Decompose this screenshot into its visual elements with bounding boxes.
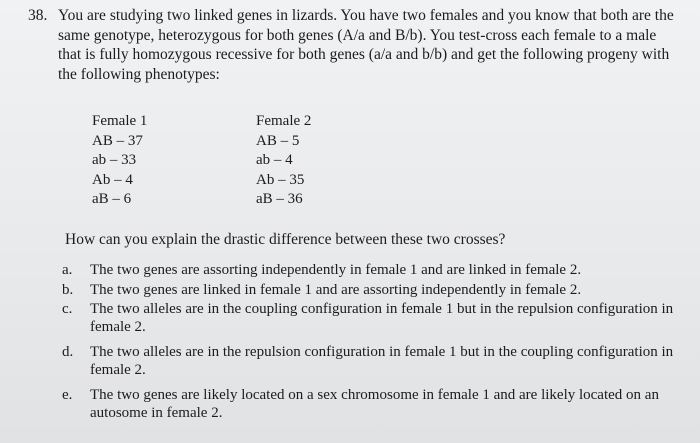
option-e-text: The two genes are likely located on a sex chromosome in female 1 and are likely located on an autosome in female 2. <box>90 387 659 421</box>
female-2-row-ab-mixed: Ab – 35 <box>256 171 305 188</box>
female-1-header: Female 1 <box>92 113 148 129</box>
option-e-letter: e. <box>62 387 73 403</box>
option-d-text: The two alleles are in the repulsion configuration in female 1 but in the coupling configuration in female 2. <box>90 344 674 378</box>
question-number: 38. <box>28 7 48 24</box>
option-c-letter: c. <box>62 301 73 317</box>
option-c-text: The two alleles are in the coupling configuration in female 1 but in the repulsion configuration in female 2. <box>90 301 674 335</box>
female-2-row-ab-upper: AB – 5 <box>256 132 300 149</box>
female-2-table <box>256 112 311 210</box>
option-a-letter: a. <box>62 262 73 278</box>
female-1-row-ab-lower: ab – 33 <box>92 152 137 168</box>
option-b-text: The two genes are linked in female 1 and are assorting independently in female 2. <box>90 282 582 298</box>
question-stem: You are studying two linked genes in lizards. You have two females and you know that both are the same genotype, heterozygous for both genes (A/a and B/b). You test-cross each female to a male that is fully homozygous recessive for both genes (a/a and b/b) and get the following progeny with the following phenotypes: <box>58 7 674 83</box>
female-2-header: Female 2 <box>256 113 312 129</box>
question-prompt: How can you explain the drastic difference between these two crosses? <box>65 231 506 248</box>
female-2-row-ab-mixed-2: aB – 36 <box>256 191 303 207</box>
option-b-letter: b. <box>62 282 74 298</box>
female-2-row-ab-lower: ab – 4 <box>256 152 293 168</box>
female-1-table <box>92 112 147 210</box>
option-a-text: The two genes are assorting independently in female 1 and are linked in female 2. <box>90 262 582 278</box>
female-1-row-ab-mixed-2: aB – 6 <box>92 191 132 207</box>
female-1-row-ab-mixed: Ab – 4 <box>92 171 133 188</box>
female-1-row-ab-upper: AB – 37 <box>92 132 143 149</box>
option-d-letter: d. <box>62 344 74 360</box>
